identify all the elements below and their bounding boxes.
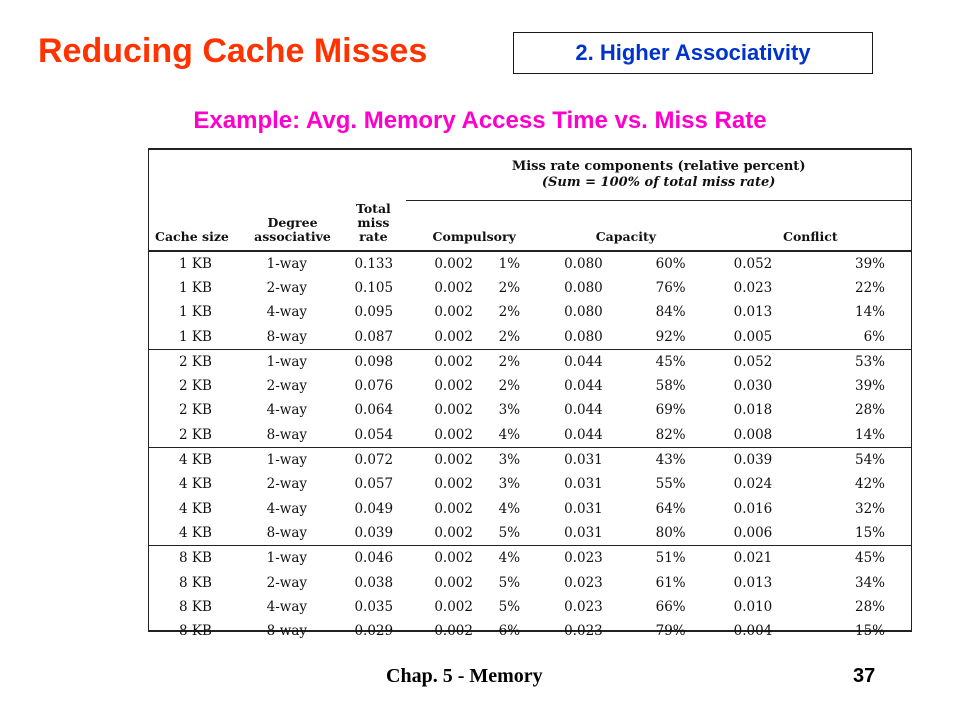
cell-compulsory-percent: 5% [498,574,521,591]
cell-total-miss-rate: 0.038 [354,574,394,591]
header-conflict: Conflict [710,201,911,251]
cell-conflict-value: 0.024 [733,476,773,493]
cell-compulsory-percent: 2% [498,279,521,296]
cell-total-miss-rate: 0.095 [354,304,394,321]
cell-total-miss-rate: 0.072 [354,452,394,469]
table-row [149,423,911,448]
cell-compulsory-value: 0.002 [434,378,473,395]
cell-capacity-percent: 82% [622,423,710,448]
cell-compulsory-percent: 3% [498,452,521,469]
cell-degree: 1-way [266,353,307,370]
table-row [149,398,911,422]
cell-compulsory-value: 0.002 [434,279,473,296]
table-row [149,595,911,619]
cell-cache-size: 2 KB [179,402,212,419]
cell-conflict-percent: 34% [854,574,885,591]
cell-degree: 8-way [245,521,341,546]
cell-total-miss-rate: 0.029 [354,623,394,640]
subtitle-text: 2. Higher Associativity [575,40,811,65]
cell-capacity-value: 0.044 [542,423,622,448]
table-row [149,496,911,520]
cell-capacity-percent: 43% [655,452,686,469]
cell-degree: 2-way [266,378,307,395]
miss-rate-table [149,150,911,643]
cell-capacity-value: 0.031 [564,476,603,493]
cell-cache-size: 8 KB [179,623,212,640]
cell-capacity-percent: 80% [622,521,710,546]
cell-capacity-value: 0.031 [564,500,603,517]
cell-cache-size: 4 KB [179,476,212,493]
miss-rate-table-frame [148,148,912,640]
cell-cache-size: 2 KB [179,353,212,370]
cell-total-miss-rate: 0.057 [354,476,394,493]
header-total-line2: miss rate [357,214,390,244]
header-cache-size: Cache size [149,201,245,251]
cell-compulsory-percent: 2% [486,324,542,349]
cell-compulsory-percent: 6% [498,623,521,640]
table-row [149,324,911,349]
cell-compulsory-percent: 5% [486,521,542,546]
cell-cache-size: 4 KB [179,500,212,517]
table-body [149,251,911,644]
cell-capacity-value: 0.023 [564,574,603,591]
cell-total-miss-rate: 0.039 [340,521,406,546]
group-header-line1: Miss rate components (relative percent) [511,159,806,174]
cell-capacity-value: 0.044 [564,402,603,419]
cell-compulsory-value: 0.002 [434,574,473,591]
cell-total-miss-rate: 0.105 [354,279,394,296]
cell-capacity-percent: 92% [622,324,710,349]
cell-conflict-percent: 14% [854,304,885,321]
table-row [149,619,911,643]
cell-conflict-percent: 22% [854,279,885,296]
cell-capacity-value: 0.031 [542,521,622,546]
cell-degree: 8-way [266,623,307,640]
cell-compulsory-value: 0.002 [406,521,486,546]
cell-capacity-percent: 64% [655,500,686,517]
cell-total-miss-rate: 0.054 [340,423,406,448]
miss-rate-components-header [406,150,911,201]
table-row [149,251,911,276]
cell-conflict-percent: 15% [854,623,885,640]
cell-conflict-value: 0.030 [733,378,773,395]
cell-capacity-value: 0.080 [542,324,622,349]
cell-conflict-value: 0.004 [733,623,773,640]
table-row [149,349,911,374]
cell-conflict-percent: 28% [854,402,885,419]
cell-compulsory-percent: 2% [498,378,521,395]
cell-cache-size: 4 KB [149,521,245,546]
header-degree-line1: Degree [267,214,318,230]
cell-conflict-value: 0.039 [733,452,773,469]
cell-capacity-value: 0.031 [564,452,603,469]
table-row [149,546,911,571]
cell-compulsory-value: 0.002 [434,598,473,615]
cell-capacity-value: 0.023 [564,550,603,567]
cell-compulsory-percent: 1% [498,255,521,272]
cell-total-miss-rate: 0.035 [354,598,394,615]
cell-conflict-percent: 39% [854,255,885,272]
subtitle-box [513,32,873,74]
cell-degree: 1-way [266,255,307,272]
example-heading: Example: Avg. Memory Access Time vs. Miss Rate [193,107,767,134]
cell-conflict-percent: 32% [854,500,885,517]
cell-capacity-percent: 66% [655,598,686,615]
table-row [149,276,911,300]
cell-conflict-percent: 45% [854,550,885,567]
cell-compulsory-percent: 4% [498,550,521,567]
cell-capacity-percent: 61% [655,574,686,591]
cell-conflict-percent: 15% [799,521,911,546]
cell-conflict-value: 0.013 [733,574,773,591]
cell-degree: 2-way [266,476,307,493]
table-row [149,472,911,496]
cell-compulsory-value: 0.002 [434,255,473,272]
cell-capacity-value: 0.080 [564,304,603,321]
cell-compulsory-value: 0.002 [434,402,473,419]
cell-conflict-value: 0.052 [733,255,773,272]
cell-cache-size: 2 KB [149,423,245,448]
slide-title: Reducing Cache Misses [38,32,428,70]
cell-conflict-value: 0.013 [733,304,773,321]
cell-conflict-value: 0.052 [733,353,773,370]
cell-conflict-percent: 14% [799,423,911,448]
cell-capacity-value: 0.080 [564,279,603,296]
cell-degree: 8-way [245,423,341,448]
cell-compulsory-percent: 3% [498,402,521,419]
cell-total-miss-rate: 0.046 [354,550,394,567]
cell-compulsory-value: 0.002 [406,423,486,448]
cell-compulsory-percent: 4% [486,423,542,448]
header-degree-associative [245,201,341,251]
cell-conflict-percent: 53% [854,353,885,370]
cell-compulsory-percent: 3% [498,476,521,493]
header-capacity: Capacity [542,201,710,251]
header-total-line1: Total [355,200,391,216]
cell-cache-size: 1 KB [179,304,212,321]
cell-cache-size: 8 KB [179,598,212,615]
cell-capacity-percent: 76% [655,279,686,296]
cell-conflict-value: 0.018 [733,402,773,419]
cell-conflict-percent: 39% [854,378,885,395]
header-degree-line2: associative [254,228,331,244]
cell-degree: 1-way [266,452,307,469]
cell-cache-size: 2 KB [179,378,212,395]
cell-capacity-value: 0.080 [564,255,603,272]
cell-conflict-percent: 42% [854,476,885,493]
table-row [149,374,911,398]
cell-conflict-value: 0.008 [710,423,800,448]
cell-compulsory-percent: 2% [498,304,521,321]
cell-compulsory-value: 0.002 [434,623,473,640]
cell-cache-size: 1 KB [179,255,212,272]
cell-degree: 1-way [266,550,307,567]
cell-cache-size: 4 KB [179,452,212,469]
cell-conflict-value: 0.023 [733,279,773,296]
cell-capacity-value: 0.023 [564,623,603,640]
group-header-line2: (Sum = 100% of total miss rate) [541,175,776,190]
cell-cache-size: 1 KB [179,279,212,296]
cell-compulsory-value: 0.002 [434,304,473,321]
cell-degree: 2-way [266,279,307,296]
table-row [149,447,911,472]
cell-conflict-percent: 28% [854,598,885,615]
cell-compulsory-value: 0.002 [406,324,486,349]
cell-cache-size: 8 KB [179,574,212,591]
cell-cache-size: 1 KB [149,324,245,349]
cell-degree: 4-way [266,402,307,419]
cell-capacity-percent: 55% [655,476,686,493]
table-row [149,300,911,324]
cell-compulsory-value: 0.002 [434,452,473,469]
cell-degree: 4-way [266,500,307,517]
cell-compulsory-value: 0.002 [434,550,473,567]
cell-total-miss-rate: 0.049 [354,500,394,517]
cell-degree: 2-way [266,574,307,591]
cell-conflict-value: 0.016 [733,500,773,517]
table-row [149,570,911,594]
cell-conflict-value: 0.005 [710,324,800,349]
cell-capacity-percent: 84% [655,304,686,321]
table-row [149,521,911,546]
cell-capacity-percent: 58% [655,378,686,395]
cell-total-miss-rate: 0.133 [354,255,394,272]
footer-page-number: 37 [853,665,876,687]
cell-total-miss-rate: 0.098 [354,353,394,370]
cell-capacity-percent: 69% [655,402,686,419]
header-total-miss-rate [340,201,406,251]
cell-degree: 4-way [266,304,307,321]
cell-capacity-percent: 60% [655,255,686,272]
cell-compulsory-percent: 2% [498,353,521,370]
cell-compulsory-value: 0.002 [434,500,473,517]
cell-total-miss-rate: 0.064 [354,402,394,419]
cell-degree: 4-way [266,598,307,615]
cell-cache-size: 8 KB [179,550,212,567]
header-blank [149,150,406,201]
cell-capacity-value: 0.044 [564,353,603,370]
cell-conflict-value: 0.010 [733,598,773,615]
cell-total-miss-rate: 0.076 [354,378,394,395]
cell-capacity-percent: 51% [655,550,686,567]
footer-chapter: Chap. 5 - Memory [386,665,543,687]
cell-conflict-value: 0.021 [733,550,773,567]
cell-capacity-value: 0.023 [564,598,603,615]
cell-compulsory-percent: 4% [498,500,521,517]
cell-compulsory-percent: 5% [498,598,521,615]
cell-compulsory-value: 0.002 [434,476,473,493]
cell-degree: 8-way [245,324,341,349]
cell-total-miss-rate: 0.087 [340,324,406,349]
cell-capacity-value: 0.044 [564,378,603,395]
cell-capacity-percent: 45% [655,353,686,370]
cell-conflict-value: 0.006 [710,521,800,546]
cell-conflict-percent: 54% [854,452,885,469]
cell-compulsory-value: 0.002 [434,353,473,370]
header-compulsory: Compulsory [406,201,542,251]
cell-conflict-percent: 6% [799,324,911,349]
cell-capacity-percent: 79% [655,623,686,640]
